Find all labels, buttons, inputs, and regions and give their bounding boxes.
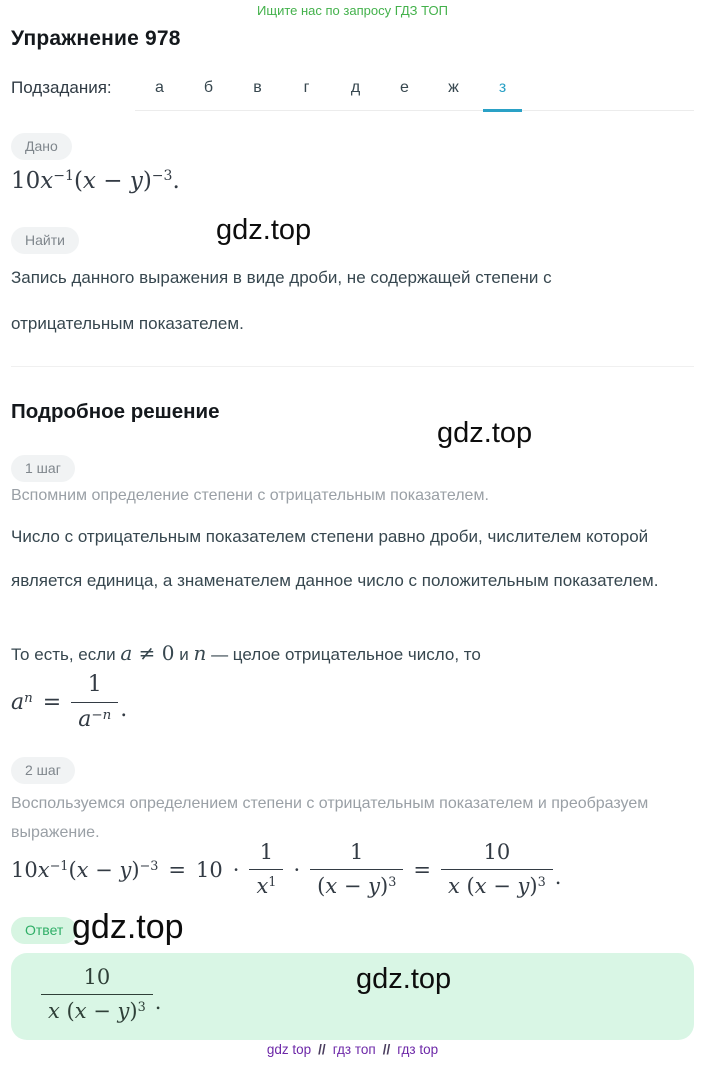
tab-a[interactable]: а: [155, 79, 164, 96]
footer-link-gdz-top-lat[interactable]: gdz top: [266, 1042, 312, 1057]
given-formula: $10x^{-1}(x - y)^{-3}$.: [11, 168, 180, 194]
tab-d[interactable]: д: [350, 79, 361, 96]
answer-box: [11, 953, 694, 1040]
step2-formula: $10x^{-1}(x - y)^{-3}$ = 10 · $\frac{1}{x^1}$ · $\frac{1}{(x - y)^3}$ = $\frac{10}{x (x - y)^3}$ .: [11, 840, 562, 899]
footer-separator: //: [382, 1042, 391, 1057]
step2-note: Воспользуемся определением степени с отрицательным показателем и преобразуем выражение.: [11, 795, 649, 841]
answer-badge: Ответ: [11, 917, 77, 944]
section-divider: [11, 366, 694, 367]
tab-b[interactable]: б: [203, 79, 214, 96]
tab-z-active[interactable]: з: [478, 79, 527, 110]
step1-badge: 1 шаг: [11, 455, 75, 482]
step1-formula: $a^n$ = $\frac{1}{a^{-n}}$ .: [11, 672, 128, 733]
step1-lead-line: То есть, если a ≠ 0 и n — целое отрицательное число, то: [11, 641, 481, 665]
tab-e[interactable]: е: [400, 79, 409, 96]
footer-links: [0, 1042, 705, 1057]
answer-formula: $\frac{10}{x (x - y)^3}$ .: [41, 965, 161, 1024]
find-badge: Найти: [11, 227, 79, 254]
promo-banner: Ищите нас по запросу ГДЗ ТОП: [257, 3, 448, 18]
step2-badge: 2 шаг: [11, 757, 75, 784]
footer-link-gdz-top-mixed[interactable]: гдз top: [397, 1042, 439, 1057]
tab-zh[interactable]: ж: [448, 79, 459, 96]
tab-g[interactable]: г: [303, 79, 310, 96]
page-title: Упражнение 978: [11, 27, 181, 50]
watermark-gdz-top: gdz.top: [216, 214, 312, 246]
watermark-gdz-top: gdz.top: [437, 417, 533, 449]
tab-v[interactable]: в: [253, 79, 262, 96]
footer-link-gdz-top-cyr[interactable]: гдз топ: [332, 1042, 376, 1057]
given-badge: Дано: [11, 133, 72, 160]
solution-heading: Подробное решение: [11, 400, 220, 423]
find-text: Запись данного выражения в виде дроби, не содержащей степени с отрицательным показателем.: [11, 268, 552, 333]
subtask-tabs-row: [11, 78, 694, 111]
subtask-tabs: [135, 79, 694, 111]
footer-separator: //: [318, 1042, 326, 1057]
step1-paragraph: Число с отрицательным показателем степени равно дроби, числителем которой является единица, а знаменателем данное число с положительным показателем.: [11, 527, 659, 590]
step1-note: Вспомним определение степени с отрицательным показателем.: [11, 487, 489, 504]
watermark-gdz-top: gdz.top: [356, 963, 452, 995]
watermark-gdz-top: gdz.top: [72, 908, 184, 946]
subtasks-label: Подзадания:: [11, 78, 112, 97]
